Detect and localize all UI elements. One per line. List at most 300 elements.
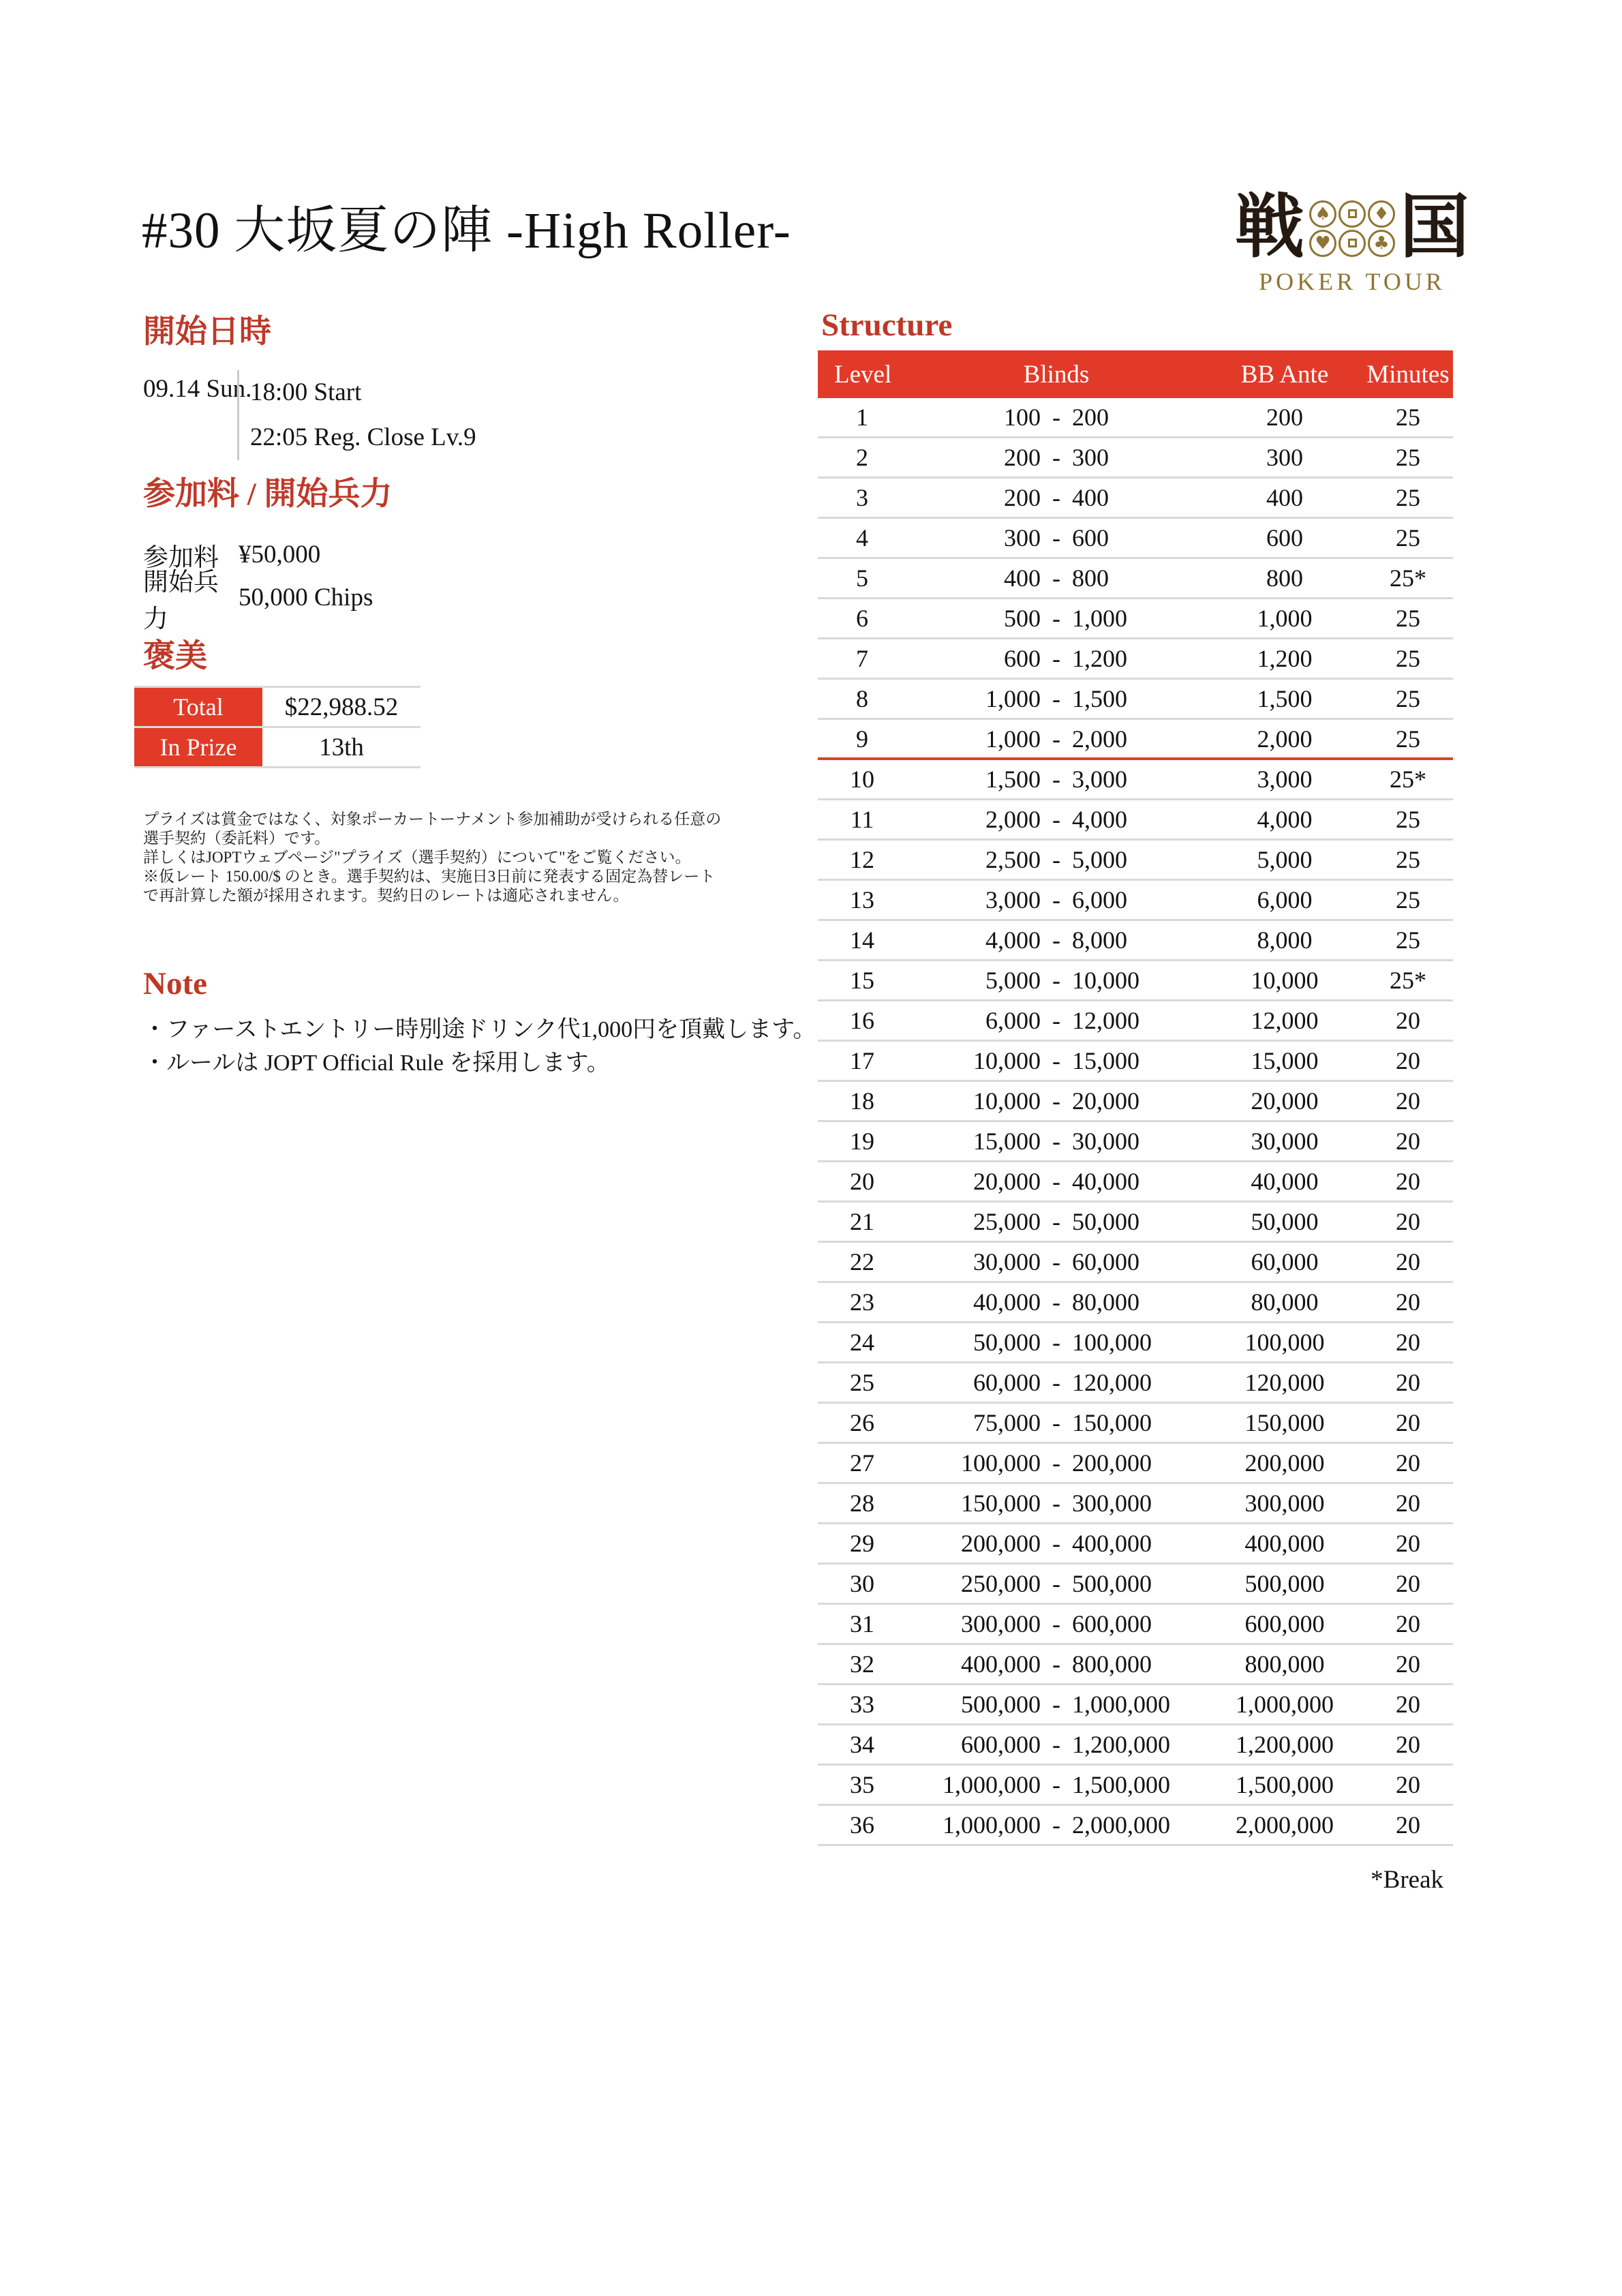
blinds-cell bbox=[906, 1046, 1206, 1075]
small-blind-value: 60,000 bbox=[973, 1369, 1041, 1396]
small-blind-value: 10,000 bbox=[973, 1087, 1041, 1115]
table-row bbox=[818, 1243, 1453, 1283]
level-value: 33 bbox=[850, 1691, 874, 1718]
minutes-value: 25 bbox=[1396, 846, 1420, 873]
minutes-value: 20 bbox=[1396, 1490, 1420, 1517]
small-blind-value: 1,000,000 bbox=[943, 1771, 1041, 1798]
minutes-value: 20 bbox=[1396, 1128, 1420, 1155]
level-value: 34 bbox=[850, 1731, 874, 1758]
entry-row-label: 参加料 bbox=[143, 543, 219, 572]
table-row bbox=[818, 1605, 1453, 1645]
level-value: 14 bbox=[850, 926, 874, 954]
blinds-cell bbox=[906, 926, 1206, 954]
small-blind-value: 100,000 bbox=[961, 1449, 1041, 1477]
blinds-dash: - bbox=[1052, 1811, 1060, 1839]
note-item: ・ファーストエントリー時別途ドリンク代1,000円を頂戴します。 bbox=[143, 1017, 816, 1042]
small-blind-value: 1,000,000 bbox=[943, 1811, 1041, 1839]
minutes-value: 25 bbox=[1396, 605, 1420, 632]
level-value: 23 bbox=[850, 1288, 874, 1316]
blinds-dash: - bbox=[1052, 1329, 1060, 1356]
disclaimer-line: ※仮レート 150.00/$ のとき。選手契約は、実施日3日前に発表する固定為替レート bbox=[143, 868, 716, 885]
big-blind-value: 400,000 bbox=[1072, 1530, 1152, 1557]
bb-ante-value: 6,000 bbox=[1257, 886, 1313, 913]
logo-coin-icons bbox=[1309, 200, 1395, 257]
blinds-cell bbox=[906, 765, 1206, 794]
blinds-cell bbox=[906, 1449, 1206, 1477]
table-row bbox=[818, 1806, 1453, 1846]
small-blind-value: 1,000 bbox=[985, 685, 1041, 712]
small-blind-value: 30,000 bbox=[973, 1248, 1041, 1275]
big-blind-value: 600 bbox=[1072, 524, 1109, 552]
level-value: 36 bbox=[850, 1811, 874, 1839]
prize-row bbox=[134, 728, 420, 768]
big-blind-value: 1,000,000 bbox=[1072, 1691, 1170, 1718]
blinds-dash: - bbox=[1052, 1047, 1060, 1074]
bb-ante-value: 30,000 bbox=[1251, 1128, 1319, 1155]
minutes-value: 25 bbox=[1396, 524, 1420, 552]
blinds-cell bbox=[906, 403, 1206, 432]
small-blind-value: 300 bbox=[1004, 524, 1041, 552]
prize-table bbox=[134, 686, 420, 768]
table-row bbox=[818, 1766, 1453, 1806]
blinds-cell bbox=[906, 1127, 1206, 1155]
bb-ante-value: 1,200 bbox=[1257, 645, 1313, 672]
bb-ante-value: 200 bbox=[1266, 404, 1303, 431]
blinds-cell bbox=[906, 1650, 1206, 1678]
minutes-value: 25 bbox=[1396, 725, 1420, 753]
big-blind-value: 40,000 bbox=[1072, 1168, 1139, 1195]
minutes-value: 25 bbox=[1396, 926, 1420, 954]
minutes-value: 20 bbox=[1396, 1047, 1420, 1074]
level-value: 2 bbox=[856, 444, 868, 471]
blinds-dash: - bbox=[1052, 1691, 1060, 1718]
big-blind-value: 4,000 bbox=[1072, 806, 1127, 833]
small-blind-value: 20,000 bbox=[973, 1168, 1041, 1195]
table-row bbox=[818, 680, 1453, 720]
small-blind-value: 5,000 bbox=[985, 967, 1041, 994]
level-value: 35 bbox=[850, 1771, 874, 1798]
table-row bbox=[818, 1283, 1453, 1323]
blinds-cell bbox=[906, 1730, 1206, 1759]
blinds-cell bbox=[906, 1811, 1206, 1839]
minutes-value: 20 bbox=[1396, 1530, 1420, 1557]
bb-ante-value: 4,000 bbox=[1257, 806, 1313, 833]
blinds-dash: - bbox=[1052, 1449, 1060, 1477]
table-row bbox=[818, 800, 1453, 841]
blinds-cell bbox=[906, 1569, 1206, 1598]
minutes-value: 20 bbox=[1396, 1811, 1420, 1839]
prize-row-value: $22,988.52 bbox=[284, 693, 399, 721]
blinds-dash: - bbox=[1052, 846, 1060, 873]
coin-square-hole-icon bbox=[1338, 200, 1366, 228]
entry-row-value: 50,000 Chips bbox=[239, 584, 373, 611]
bb-ante-value: 800,000 bbox=[1244, 1650, 1325, 1678]
bb-ante-value: 1,000 bbox=[1257, 605, 1313, 632]
bb-ante-value: 15,000 bbox=[1251, 1047, 1319, 1074]
blinds-dash: - bbox=[1052, 886, 1060, 913]
big-blind-value: 10,000 bbox=[1072, 967, 1139, 994]
bb-ante-value: 200,000 bbox=[1244, 1449, 1325, 1477]
big-blind-value: 80,000 bbox=[1072, 1288, 1139, 1316]
blinds-dash: - bbox=[1052, 1731, 1060, 1758]
break-footnote: *Break bbox=[1371, 1866, 1443, 1894]
blinds-cell bbox=[906, 1408, 1206, 1437]
bb-ante-value: 5,000 bbox=[1257, 846, 1313, 873]
blinds-dash: - bbox=[1052, 1610, 1060, 1637]
big-blind-value: 800,000 bbox=[1072, 1650, 1152, 1678]
minutes-value: 20 bbox=[1396, 1168, 1420, 1195]
table-row bbox=[818, 760, 1453, 800]
level-value: 7 bbox=[856, 645, 868, 672]
minutes-value: 25* bbox=[1390, 766, 1426, 793]
coin-square-hole-icon bbox=[1338, 230, 1366, 257]
minutes-value: 20 bbox=[1396, 1771, 1420, 1798]
blinds-dash: - bbox=[1052, 1530, 1060, 1557]
big-blind-value: 8,000 bbox=[1072, 926, 1127, 954]
big-blind-value: 2,000,000 bbox=[1072, 1811, 1170, 1839]
level-value: 25 bbox=[850, 1369, 874, 1396]
minutes-value: 20 bbox=[1396, 1570, 1420, 1597]
bb-ante-value: 1,500 bbox=[1257, 685, 1313, 712]
bb-ante-value: 300 bbox=[1266, 444, 1303, 471]
entry-row-label: 開始兵力 bbox=[143, 568, 219, 633]
small-blind-value: 600,000 bbox=[961, 1731, 1041, 1758]
small-blind-value: 4,000 bbox=[985, 926, 1041, 954]
table-row bbox=[818, 881, 1453, 921]
blinds-cell bbox=[906, 443, 1206, 472]
minutes-value: 25 bbox=[1396, 685, 1420, 712]
small-blind-value: 2,500 bbox=[985, 846, 1041, 873]
bb-ante-value: 100,000 bbox=[1244, 1329, 1325, 1356]
big-blind-value: 12,000 bbox=[1072, 1007, 1139, 1034]
small-blind-value: 500,000 bbox=[961, 1691, 1041, 1718]
blinds-cell bbox=[906, 1006, 1206, 1035]
big-blind-value: 50,000 bbox=[1072, 1208, 1139, 1235]
big-blind-value: 15,000 bbox=[1072, 1047, 1139, 1074]
level-value: 27 bbox=[850, 1449, 874, 1477]
level-value: 5 bbox=[856, 564, 868, 592]
blinds-dash: - bbox=[1052, 1490, 1060, 1517]
small-blind-value: 150,000 bbox=[961, 1490, 1041, 1517]
bb-ante-value: 1,000,000 bbox=[1236, 1691, 1334, 1718]
blinds-cell bbox=[906, 886, 1206, 914]
disclaimer-line: で再計算した額が採用されます。契約日のレートは適応されません。 bbox=[143, 887, 629, 904]
bb-ante-value: 2,000,000 bbox=[1236, 1811, 1334, 1839]
big-blind-value: 200 bbox=[1072, 404, 1109, 431]
column-header-blinds: Blinds bbox=[1023, 360, 1090, 389]
blinds-dash: - bbox=[1052, 564, 1060, 592]
table-row bbox=[818, 1162, 1453, 1203]
level-value: 12 bbox=[850, 846, 874, 873]
small-blind-value: 10,000 bbox=[973, 1047, 1041, 1074]
blinds-dash: - bbox=[1052, 1168, 1060, 1195]
minutes-value: 20 bbox=[1396, 1288, 1420, 1316]
blinds-cell bbox=[906, 1248, 1206, 1276]
table-row bbox=[818, 1203, 1453, 1243]
big-blind-value: 100,000 bbox=[1072, 1329, 1152, 1356]
small-blind-value: 200,000 bbox=[961, 1530, 1041, 1557]
blinds-dash: - bbox=[1052, 766, 1060, 793]
small-blind-value: 500 bbox=[1004, 605, 1041, 632]
structure-heading: Structure bbox=[821, 307, 953, 343]
table-row bbox=[818, 1444, 1453, 1484]
blinds-dash: - bbox=[1052, 1650, 1060, 1678]
small-blind-value: 400 bbox=[1004, 564, 1041, 592]
blinds-dash: - bbox=[1052, 806, 1060, 833]
level-value: 17 bbox=[850, 1047, 874, 1074]
minutes-value: 20 bbox=[1396, 1248, 1420, 1275]
bb-ante-value: 1,500,000 bbox=[1236, 1771, 1334, 1798]
table-row bbox=[818, 1323, 1453, 1363]
note-list bbox=[143, 1013, 816, 1080]
bb-ante-value: 50,000 bbox=[1251, 1208, 1319, 1235]
table-row bbox=[818, 1042, 1453, 1082]
big-blind-value: 1,200 bbox=[1072, 645, 1127, 672]
level-value: 16 bbox=[850, 1007, 874, 1034]
small-blind-value: 15,000 bbox=[973, 1128, 1041, 1155]
minutes-value: 25 bbox=[1396, 484, 1420, 511]
level-value: 19 bbox=[850, 1128, 874, 1155]
bb-ante-value: 60,000 bbox=[1251, 1248, 1319, 1275]
table-row bbox=[818, 1565, 1453, 1605]
level-value: 4 bbox=[856, 524, 868, 552]
small-blind-value: 300,000 bbox=[961, 1610, 1041, 1637]
big-blind-value: 6,000 bbox=[1072, 886, 1127, 913]
level-value: 15 bbox=[850, 967, 874, 994]
column-header-minutes: Minutes bbox=[1366, 360, 1450, 389]
minutes-value: 20 bbox=[1396, 1007, 1420, 1034]
blinds-cell bbox=[906, 524, 1206, 552]
blinds-cell bbox=[906, 644, 1206, 673]
level-value: 24 bbox=[850, 1329, 874, 1356]
structure-table-body bbox=[818, 398, 1453, 1846]
small-blind-value: 50,000 bbox=[973, 1329, 1041, 1356]
small-blind-value: 75,000 bbox=[973, 1409, 1041, 1436]
big-blind-value: 500,000 bbox=[1072, 1570, 1152, 1597]
small-blind-value: 400,000 bbox=[961, 1650, 1041, 1678]
minutes-value: 20 bbox=[1396, 1087, 1420, 1115]
blinds-dash: - bbox=[1052, 1570, 1060, 1597]
level-value: 13 bbox=[850, 886, 874, 913]
table-row bbox=[818, 1122, 1453, 1162]
minutes-value: 20 bbox=[1396, 1449, 1420, 1477]
level-value: 26 bbox=[850, 1409, 874, 1436]
blinds-cell bbox=[906, 564, 1206, 592]
blinds-cell bbox=[906, 966, 1206, 995]
level-value: 29 bbox=[850, 1530, 874, 1557]
logo-subtitle: POKER TOUR bbox=[1259, 268, 1445, 295]
structure-table bbox=[818, 350, 1453, 1846]
level-value: 1 bbox=[856, 404, 868, 431]
big-blind-value: 200,000 bbox=[1072, 1449, 1152, 1477]
entry-rows bbox=[143, 533, 373, 633]
level-value: 21 bbox=[850, 1208, 874, 1235]
blinds-dash: - bbox=[1052, 1087, 1060, 1115]
bb-ante-value: 40,000 bbox=[1251, 1168, 1319, 1195]
level-value: 28 bbox=[850, 1490, 874, 1517]
structure-table-header bbox=[818, 350, 1453, 398]
big-blind-value: 120,000 bbox=[1072, 1369, 1152, 1396]
big-blind-value: 150,000 bbox=[1072, 1409, 1152, 1436]
bb-ante-value: 400,000 bbox=[1244, 1530, 1325, 1557]
bb-ante-value: 800 bbox=[1266, 564, 1303, 592]
blinds-dash: - bbox=[1052, 645, 1060, 672]
schedule-start-time: 18:00 Start bbox=[250, 378, 362, 406]
table-row bbox=[818, 961, 1453, 1001]
big-blind-value: 600,000 bbox=[1072, 1610, 1152, 1637]
level-value: 18 bbox=[850, 1087, 874, 1115]
blinds-dash: - bbox=[1052, 1409, 1060, 1436]
big-blind-value: 60,000 bbox=[1072, 1248, 1139, 1275]
table-row bbox=[818, 398, 1453, 438]
blinds-cell bbox=[906, 805, 1206, 834]
club-icon: ♣ bbox=[1368, 230, 1395, 257]
level-value: 10 bbox=[850, 766, 874, 793]
column-header-level: Level bbox=[834, 360, 892, 389]
minutes-value: 20 bbox=[1396, 1329, 1420, 1356]
blinds-dash: - bbox=[1052, 1208, 1060, 1235]
blinds-cell bbox=[906, 1529, 1206, 1558]
small-blind-value: 200 bbox=[1004, 484, 1041, 511]
small-blind-value: 40,000 bbox=[973, 1288, 1041, 1316]
blinds-dash: - bbox=[1052, 484, 1060, 511]
minutes-value: 20 bbox=[1396, 1369, 1420, 1396]
bb-ante-value: 600,000 bbox=[1244, 1610, 1325, 1637]
big-blind-value: 2,000 bbox=[1072, 725, 1127, 753]
blinds-dash: - bbox=[1052, 524, 1060, 552]
schedule-heading: 開始日時 bbox=[143, 314, 271, 350]
bb-ante-value: 150,000 bbox=[1244, 1409, 1325, 1436]
blinds-cell bbox=[906, 684, 1206, 713]
small-blind-value: 600 bbox=[1004, 645, 1041, 672]
minutes-value: 25* bbox=[1390, 564, 1426, 592]
small-blind-value: 3,000 bbox=[985, 886, 1041, 913]
minutes-value: 25 bbox=[1396, 404, 1420, 431]
column-header-bb-ante: BB Ante bbox=[1240, 360, 1329, 389]
level-value: 9 bbox=[856, 725, 868, 753]
level-value: 8 bbox=[856, 685, 868, 712]
logo-kanji-row bbox=[1235, 190, 1469, 267]
table-row bbox=[818, 479, 1453, 519]
bb-ante-value: 8,000 bbox=[1257, 926, 1313, 954]
small-blind-value: 25,000 bbox=[973, 1208, 1041, 1235]
blinds-dash: - bbox=[1052, 404, 1060, 431]
table-row bbox=[818, 1082, 1453, 1122]
schedule-block bbox=[143, 370, 476, 460]
big-blind-value: 20,000 bbox=[1072, 1087, 1139, 1115]
minutes-value: 20 bbox=[1396, 1208, 1420, 1235]
level-value: 30 bbox=[850, 1570, 874, 1597]
disclaimer-line: 選手契約（委託料）です。 bbox=[143, 830, 331, 847]
blinds-dash: - bbox=[1052, 1248, 1060, 1275]
blinds-cell bbox=[906, 1087, 1206, 1115]
bb-ante-value: 1,200,000 bbox=[1236, 1731, 1334, 1758]
minutes-value: 20 bbox=[1396, 1650, 1420, 1678]
level-value: 32 bbox=[850, 1650, 874, 1678]
table-row bbox=[818, 921, 1453, 961]
table-row bbox=[818, 438, 1453, 479]
bb-ante-value: 500,000 bbox=[1244, 1570, 1325, 1597]
entry-heading: 参加料 / 開始兵力 bbox=[143, 477, 393, 512]
minutes-value: 20 bbox=[1396, 1731, 1420, 1758]
blinds-dash: - bbox=[1052, 1369, 1060, 1396]
logo-kanji-koku: 国 bbox=[1400, 190, 1469, 267]
blinds-cell bbox=[906, 845, 1206, 874]
disclaimer-line: 詳しくはJOPTウェブページ"プライズ（選手契約）について"をご覧ください。 bbox=[143, 849, 691, 866]
schedule-date: 09.14 Sun. bbox=[143, 375, 252, 403]
minutes-value: 25 bbox=[1396, 645, 1420, 672]
minutes-value: 20 bbox=[1396, 1691, 1420, 1718]
blinds-cell bbox=[906, 1770, 1206, 1799]
prize-heading: 褒美 bbox=[143, 639, 207, 674]
table-row bbox=[818, 1484, 1453, 1524]
minutes-value: 25* bbox=[1390, 967, 1426, 994]
small-blind-value: 100 bbox=[1004, 404, 1041, 431]
table-row bbox=[818, 1645, 1453, 1685]
prize-disclaimer bbox=[143, 810, 791, 905]
big-blind-value: 1,000 bbox=[1072, 605, 1127, 632]
blinds-dash: - bbox=[1052, 685, 1060, 712]
big-blind-value: 400 bbox=[1072, 484, 1109, 511]
blinds-cell bbox=[906, 1690, 1206, 1719]
bb-ante-value: 12,000 bbox=[1251, 1007, 1319, 1034]
note-item: ・ルールは JOPT Official Rule を採用します。 bbox=[143, 1051, 610, 1076]
blinds-cell bbox=[906, 1489, 1206, 1517]
prize-row bbox=[134, 688, 420, 728]
blinds-cell bbox=[906, 604, 1206, 633]
logo-kanji-sen: 戦 bbox=[1235, 190, 1304, 267]
blinds-cell bbox=[906, 1368, 1206, 1397]
blinds-cell bbox=[906, 1288, 1206, 1316]
table-row bbox=[818, 1404, 1453, 1444]
blinds-dash: - bbox=[1052, 444, 1060, 471]
entry-row bbox=[143, 568, 373, 633]
table-row bbox=[818, 1685, 1453, 1725]
blinds-cell bbox=[906, 1328, 1206, 1357]
blinds-cell bbox=[906, 1207, 1206, 1236]
bb-ante-value: 600 bbox=[1266, 524, 1303, 552]
blinds-dash: - bbox=[1052, 1288, 1060, 1316]
table-row bbox=[818, 720, 1453, 760]
level-value: 20 bbox=[850, 1168, 874, 1195]
table-row bbox=[818, 519, 1453, 559]
prize-row-label: Total bbox=[134, 688, 262, 726]
big-blind-value: 1,500,000 bbox=[1072, 1771, 1170, 1798]
small-blind-value: 250,000 bbox=[961, 1570, 1041, 1597]
big-blind-value: 5,000 bbox=[1072, 846, 1127, 873]
big-blind-value: 3,000 bbox=[1072, 766, 1127, 793]
blinds-dash: - bbox=[1052, 967, 1060, 994]
prize-row-label: In Prize bbox=[134, 728, 262, 766]
minutes-value: 25 bbox=[1396, 444, 1420, 471]
bb-ante-value: 120,000 bbox=[1244, 1369, 1325, 1396]
blinds-cell bbox=[906, 1167, 1206, 1196]
minutes-value: 25 bbox=[1396, 886, 1420, 913]
heart-icon: ♥ bbox=[1309, 230, 1336, 257]
bb-ante-value: 2,000 bbox=[1257, 725, 1313, 753]
note-heading: Note bbox=[143, 966, 207, 1001]
minutes-value: 25 bbox=[1396, 806, 1420, 833]
blinds-dash: - bbox=[1052, 605, 1060, 632]
minutes-value: 20 bbox=[1396, 1409, 1420, 1436]
table-row bbox=[818, 1363, 1453, 1404]
table-row bbox=[818, 599, 1453, 639]
small-blind-value: 2,000 bbox=[985, 806, 1041, 833]
small-blind-value: 200 bbox=[1004, 444, 1041, 471]
level-value: 6 bbox=[856, 605, 868, 632]
sengoku-poker-tour-logo bbox=[1235, 190, 1469, 296]
blinds-cell bbox=[906, 1610, 1206, 1638]
